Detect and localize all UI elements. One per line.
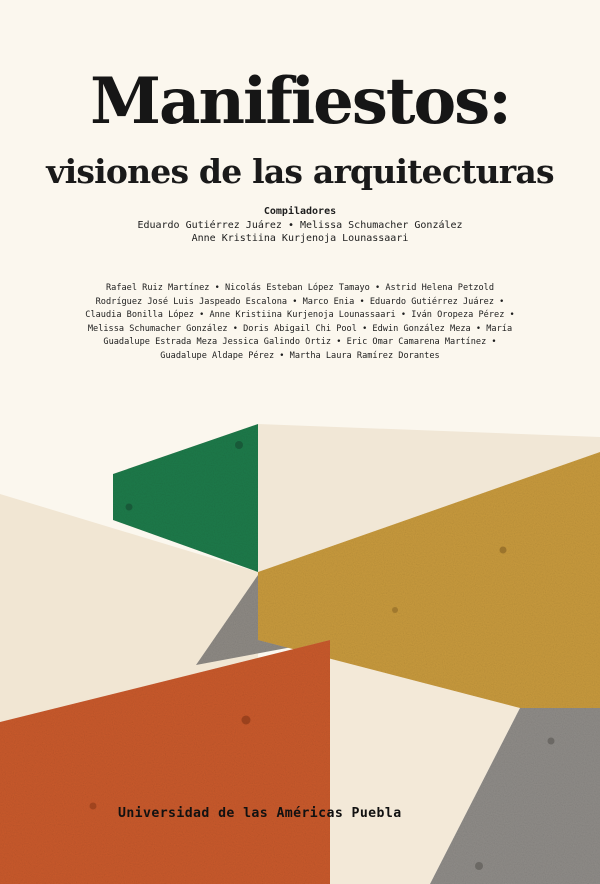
book-subtitle: visiones de las arquitecturas — [46, 152, 554, 191]
book-title: Manifiestos: — [90, 64, 510, 139]
publisher-name: Universidad de las Américas Puebla — [118, 806, 402, 821]
compilers-line-1: Eduardo Gutiérrez Juárez • Melissa Schumacher González — [137, 220, 463, 231]
compilers-line-2: Anne Kristiina Kurjenoja Lounassaari — [191, 233, 409, 244]
authors-list: Rafael Ruiz Martínez • Nicolás Esteban López Tamayo • Astrid Helena Petzold Rodríguez José Luis Jaspeado Escalona • Marco Enia • Eduardo Gutiérrez Juárez • Claudia Bonilla López • Anne Kristiina Kurjenoja Lounassaari • Iván Oropeza Pérez • Melissa Schumacher González • Doris Abigail Chi Pool • Edwin González Meza • María Guadalupe Estrada Meza Jessica Galindo Ortiz • Eric Omar Camarena Martínez • Guadalupe Aldape Pérez • Martha Laura Ramírez Dorantes — [85, 283, 515, 361]
compilers-label: Compiladores — [263, 206, 337, 217]
